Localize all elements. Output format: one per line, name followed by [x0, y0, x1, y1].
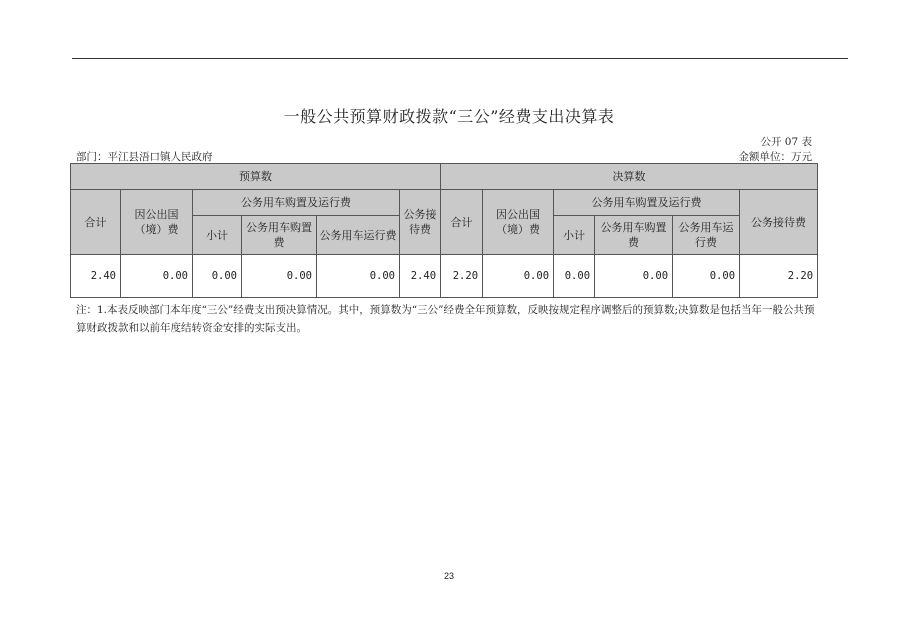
budget-reception-value: 2.40	[400, 255, 441, 298]
final-vehicle-operation-header: 公务用车运行费	[673, 216, 740, 255]
final-vehicle-purchase-value: 0.00	[595, 255, 673, 298]
final-reception-value: 2.20	[740, 255, 818, 298]
budget-travel-value: 0.00	[121, 255, 193, 298]
final-reception-header: 公务接待费	[740, 190, 818, 255]
header-rule	[72, 58, 848, 59]
budget-vehicle-subtotal-value: 0.00	[193, 255, 242, 298]
final-total-value: 2.20	[441, 255, 483, 298]
page-number: 23	[443, 571, 454, 581]
final-travel-header: 因公出国（境）费	[483, 190, 554, 255]
footnote: 注：1.本表反映部门本年度“三公”经费支出预决算情况。其中，预算数为“三公”经费全年预算数，反映按规定程序调整后的预算数;决算数是包括当年一般公共预算财政拨款和以前年度结转资金安排的实际支出。	[76, 304, 815, 334]
budget-vehicle-operation-header: 公务用车运行费	[317, 216, 400, 255]
amount-unit-label: 金额单位：万元	[738, 151, 812, 163]
expenditure-table	[70, 163, 818, 298]
table-row	[71, 255, 818, 298]
form-number: 公开 07 表	[760, 136, 812, 148]
budget-vehicle-group-header: 公务用车购置及运行费	[193, 190, 400, 216]
final-vehicle-purchase-header: 公务用车购置费	[595, 216, 673, 255]
final-section-header: 决算数	[441, 164, 818, 190]
department-label: 部门：平江县浯口镇人民政府	[76, 151, 213, 163]
final-travel-value: 0.00	[483, 255, 554, 298]
budget-vehicle-operation-value: 0.00	[317, 255, 400, 298]
budget-vehicle-purchase-value: 0.00	[242, 255, 317, 298]
final-vehicle-group-header: 公务用车购置及运行费	[554, 190, 740, 216]
final-vehicle-subtotal-header: 小计	[554, 216, 595, 255]
final-total-header: 合计	[441, 190, 483, 255]
final-vehicle-subtotal-value: 0.00	[554, 255, 595, 298]
budget-vehicle-purchase-header: 公务用车购置费	[242, 216, 317, 255]
budget-vehicle-subtotal-header: 小计	[193, 216, 242, 255]
page-title: 一般公共预算财政拨款“三公”经费支出决算表	[283, 107, 615, 126]
budget-total-header: 合计	[71, 190, 121, 255]
budget-travel-header: 因公出国（境）费	[121, 190, 193, 255]
budget-section-header: 预算数	[71, 164, 441, 190]
budget-reception-header: 公务接待费	[400, 190, 441, 255]
final-vehicle-operation-value: 0.00	[673, 255, 740, 298]
budget-total-value: 2.40	[71, 255, 121, 298]
